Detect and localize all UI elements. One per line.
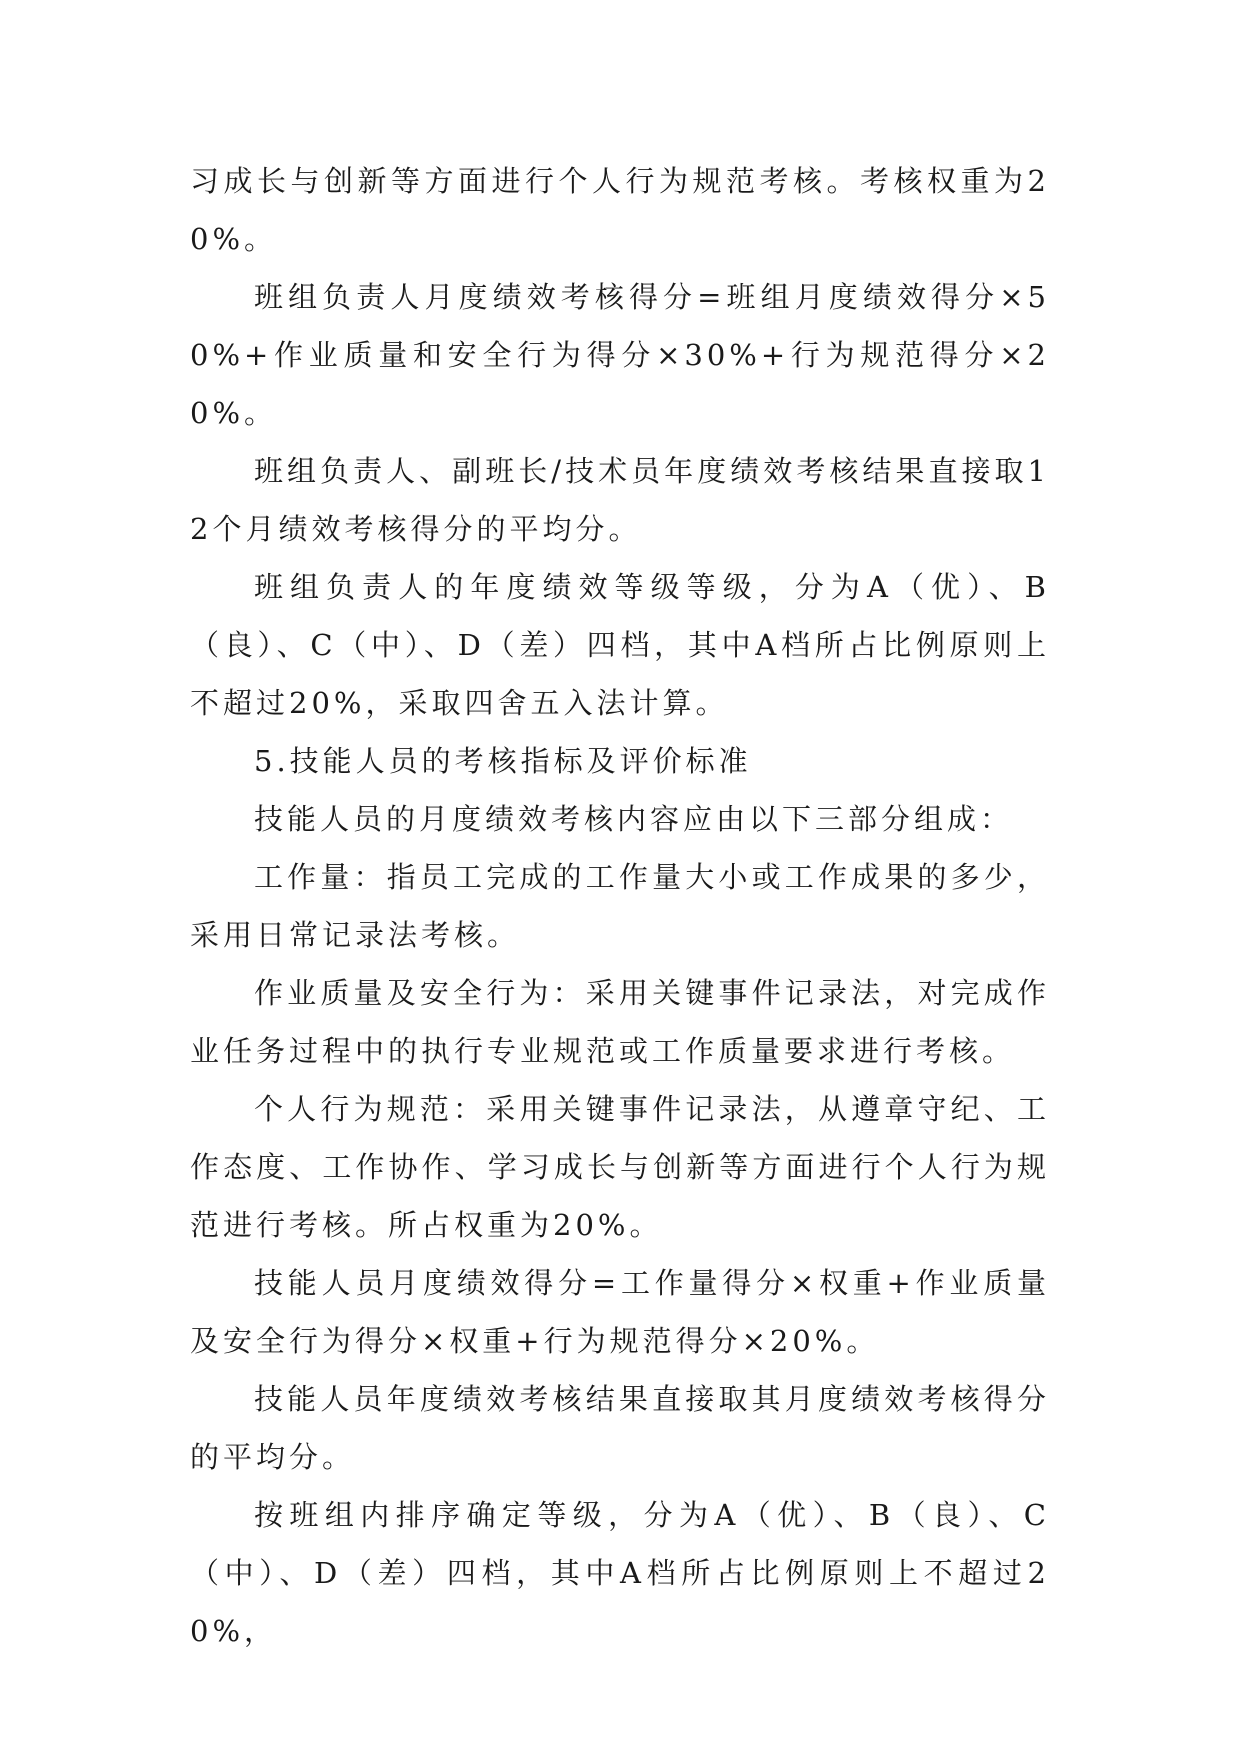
document-body	[190, 152, 1050, 1660]
paragraph-6: 技能人员的月度绩效考核内容应由以下三部分组成：	[254, 802, 1014, 836]
paragraph-4: 班组负责人的年度绩效等级等级，分为A（优）、B（良）、C（中）、D（差）四档，其中A档所占比例原则上不超过20%，采取四舍五入法计算。	[190, 570, 1050, 720]
paragraph-12: 按班组内排序确定等级，分为A（优）、B（良）、C（中）、D（差）四档，其中A档所占比例原则上不超过20%，	[190, 1498, 1050, 1648]
paragraph-1: 习成长与创新等方面进行个人行为规范考核。考核权重为20%。	[190, 164, 1050, 256]
paragraph-3: 班组负责人、副班长/技术员年度绩效考核结果直接取12个月绩效考核得分的平均分。	[190, 454, 1050, 546]
paragraph-9: 个人行为规范：采用关键事件记录法，从遵章守纪、工作态度、工作协作、学习成长与创新等方面进行个人行为规范进行考核。所占权重为20%。	[190, 1092, 1050, 1242]
paragraph-2: 班组负责人月度绩效考核得分=班组月度绩效得分×50%+作业质量和安全行为得分×30%+行为规范得分×20%。	[190, 280, 1050, 430]
paragraph-11: 技能人员年度绩效考核结果直接取其月度绩效考核得分的平均分。	[190, 1382, 1050, 1474]
section-heading: 5.技能人员的考核指标及评价标准	[254, 744, 752, 778]
paragraph-8: 作业质量及安全行为：采用关键事件记录法，对完成作业任务过程中的执行专业规范或工作质量要求进行考核。	[190, 976, 1050, 1068]
paragraph-7: 工作量：指员工完成的工作量大小或工作成果的多少，采用日常记录法考核。	[190, 860, 1050, 952]
paragraph-10: 技能人员月度绩效得分=工作量得分×权重+作业质量及安全行为得分×权重+行为规范得分×20%。	[190, 1266, 1050, 1358]
